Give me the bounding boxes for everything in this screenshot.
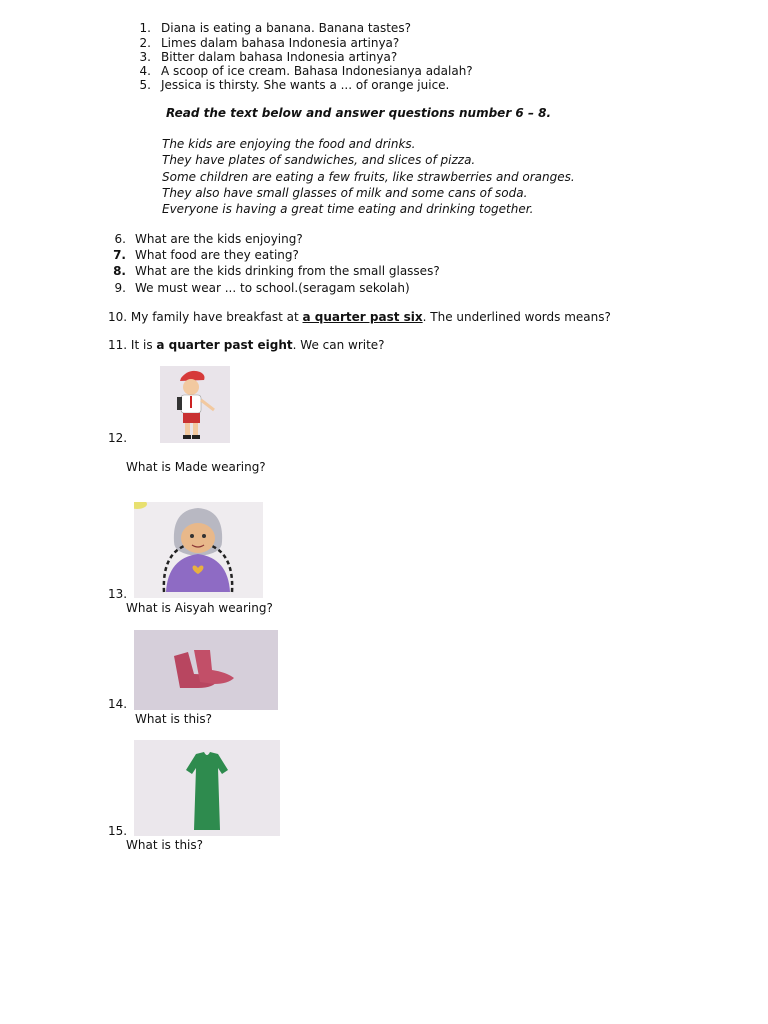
q10-post: . The underlined words means? — [422, 310, 611, 324]
q10 — [108, 310, 611, 325]
eye-shape — [190, 534, 194, 538]
arm-shape — [201, 400, 214, 410]
q5-text: Jessica is thirsty. She wants a ... of orange juice. — [161, 78, 450, 92]
q10-underlined: a quarter past six — [302, 310, 423, 324]
q13-number: 13. — [108, 587, 128, 601]
q10-number: 10. — [108, 310, 128, 324]
backpack-strap-shape — [177, 397, 182, 410]
q8-number: 8. — [113, 264, 126, 278]
passage-line: The kids are enjoying the food and drinks. — [162, 137, 416, 151]
shoes-illustration — [134, 630, 278, 710]
passage-line: They have plates of sandwiches, and slices of pizza. — [162, 153, 476, 167]
leg-shape — [185, 423, 190, 435]
q13-text: What is Aisyah wearing? — [126, 601, 273, 615]
q1-text: Diana is eating a banana. Banana tastes? — [161, 21, 411, 35]
q7-text: What food are they eating? — [135, 248, 299, 262]
q12-text: What is Made wearing? — [126, 460, 266, 474]
q15-number: 15. — [108, 824, 128, 838]
q6-text: What are the kids enjoying? — [135, 232, 303, 246]
q14-number: 14. — [108, 697, 128, 711]
q15-text: What is this? — [126, 838, 204, 852]
q11 — [108, 338, 385, 353]
hijab-girl-illustration — [134, 502, 263, 598]
shoe-shape — [194, 650, 234, 684]
q11-pre: It is — [130, 338, 157, 352]
shoe-shape — [183, 435, 191, 439]
q14-text: What is this? — [135, 712, 213, 726]
q3-text: Bitter dalam bahasa Indonesia artinya? — [161, 50, 398, 64]
q14-image — [134, 630, 278, 710]
dress-illustration — [134, 740, 280, 836]
q12-number: 12. — [108, 431, 128, 445]
q8-text: What are the kids drinking from the small glasses? — [135, 264, 440, 278]
q10-pre: My family have breakfast at — [130, 310, 303, 324]
reading-instruction: Read the text below and answer questions number 6 – 8. — [166, 106, 552, 120]
q5-number: 5. — [139, 78, 151, 92]
head-shape — [183, 379, 199, 395]
passage-line: They also have small glasses of milk and some cans of soda. — [162, 186, 528, 200]
passage-line: Some children are eating a few fruits, like strawberries and oranges. — [162, 170, 575, 184]
q15-image — [134, 740, 280, 836]
q3-number: 3. — [139, 50, 151, 64]
q11-number: 11. — [108, 338, 128, 352]
q2-text: Limes dalam bahasa Indonesia artinya? — [161, 36, 400, 50]
face-shape — [181, 523, 215, 553]
dress-shape — [186, 752, 228, 830]
q2-number: 2. — [139, 36, 151, 50]
leg-shape — [193, 423, 198, 435]
eye-shape — [202, 534, 206, 538]
q1-number: 1. — [139, 21, 151, 35]
passage-line: Everyone is having a great time eating and drinking together. — [162, 202, 534, 216]
corner-blob-shape — [134, 502, 147, 509]
q4-number: 4. — [139, 64, 151, 78]
q9-text: We must wear ... to school.(seragam sekolah) — [135, 281, 410, 295]
q6-number: 6. — [114, 232, 126, 246]
q11-post: . We can write? — [292, 338, 385, 352]
q11-bold: a quarter past eight — [156, 338, 293, 352]
shoe-shape — [192, 435, 200, 439]
q12-image — [134, 366, 259, 443]
q13-image — [134, 502, 263, 598]
shorts-shape — [183, 413, 200, 423]
q9-number: 9. — [114, 281, 126, 295]
q4-text: A scoop of ice cream. Bahasa Indonesianya adalah? — [161, 64, 473, 78]
boy-uniform-illustration — [134, 366, 259, 443]
q7-number: 7. — [113, 248, 126, 262]
